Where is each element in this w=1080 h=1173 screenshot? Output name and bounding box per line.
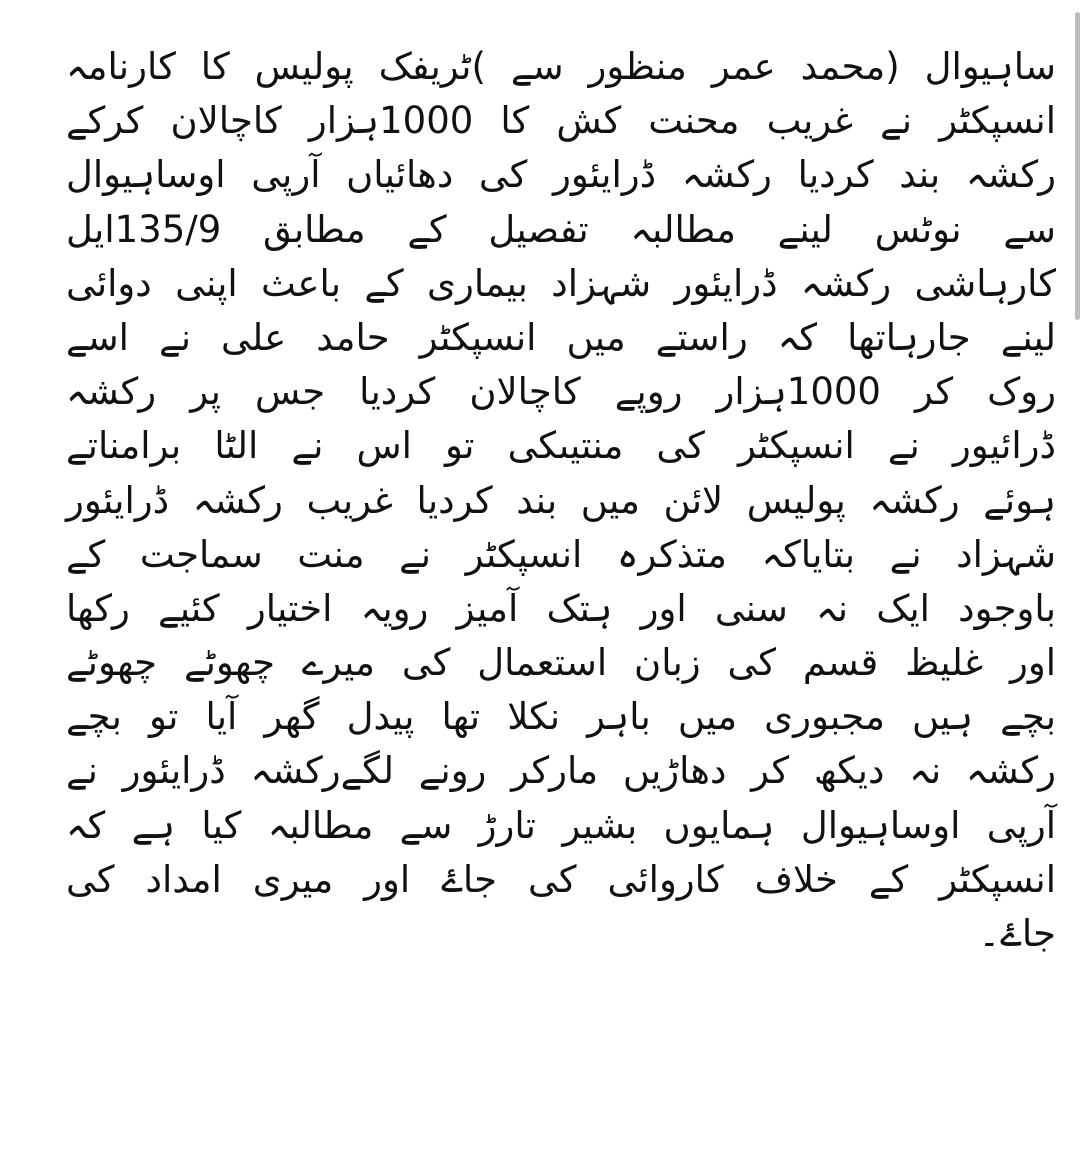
article-line-7: روک کر 1000ہزار روپے کاچالان کردیا جس پر رکشہ <box>66 370 1057 414</box>
article-line-9: ہوئے رکشہ پولیس لائن میں بند کردیا غریب رکشہ ڈرایئور <box>66 478 1056 522</box>
article-line-16: انسپکٹر کے خلاف کاروائی کی جاۓ اور میری امداد کی <box>66 857 1056 901</box>
article-line-1: ساہیوال (محمد عمر منظور سے )ٹریفک پولیس کا کارنامہ <box>66 45 1056 88</box>
article-line-15: آرپی اوساہیوال ہمایوں بشیر تارڑ سے مطالبہ کیا ہے کہ <box>66 803 1056 847</box>
article-line-11: باوجود ایک نہ سنی اور ہتک آمیز رویہ اختیار کئیے رکھا <box>66 586 1056 630</box>
article-line-2: انسپکٹر نے غریب محنت کش کا 1000ہزار کاچالان کرکے <box>66 99 1056 143</box>
article-line-4: سے نوٹس لینے مطالبہ تفصیل کے مطابق 135/9ایل <box>66 207 1056 251</box>
article-line-5: کارہاشی رکشہ ڈرایئور شہزاد بیماری کے باعث اپنی دوائی <box>66 261 1056 305</box>
article-line-13: بچے ہیں مجبوری میں باہر نکلا تھا پیدل گھر آیا تو بچے <box>66 695 1056 739</box>
article-line-6: لینے جارہاتھا کہ راستے میں انسپکٹر حامد علی نے اسے <box>66 315 1056 359</box>
scrollbar[interactable] <box>1075 12 1080 320</box>
article-line-12: اور غلیظ قسم کی زبان استعمال کی میرے چھوٹے چھوٹے <box>66 641 1056 685</box>
article-line-10: شہزاد نے بتایاکہ متذکرہ انسپکٹر نے منت سماجت کے <box>66 532 1056 576</box>
article-line-17: جاۓ۔ <box>978 912 1056 955</box>
article-line-8: ڈرائیور نے انسپکٹر کی منتیںکی تو اس نے الٹا برامناتے <box>66 424 1056 468</box>
article-line-14: رکشہ نہ دیکھ کر دھاڑیں مارکر رونے لگےرکشہ ڈرایئور نے <box>66 749 1056 793</box>
article-line-3: رکشہ بند کردیا رکشہ ڈرایئور کی دھائیاں آرپی اوساہیوال <box>66 153 1056 197</box>
article-text <box>66 40 1056 961</box>
